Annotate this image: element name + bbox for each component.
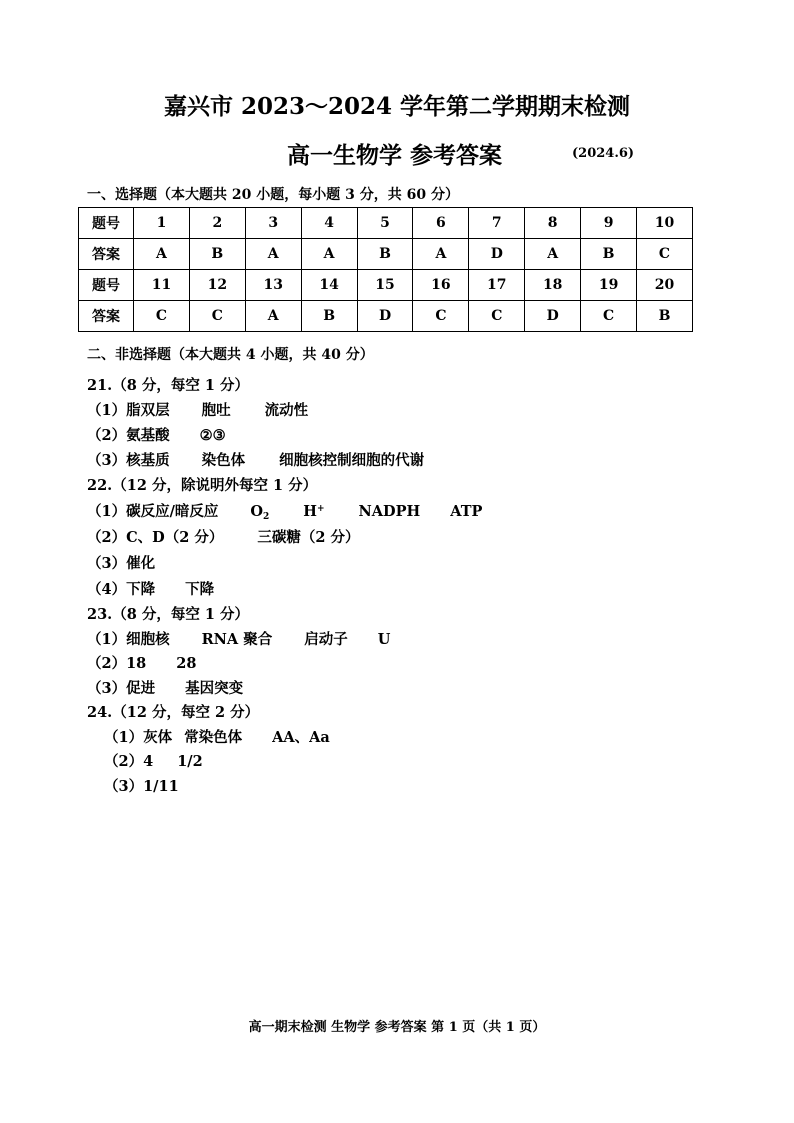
answer-text: 三碳糖（2 分） <box>257 529 360 546</box>
answer-line <box>87 578 214 599</box>
answer-line <box>87 526 359 547</box>
answer-line: （3）1/11 <box>104 778 179 795</box>
row-label: 答案 <box>79 301 134 332</box>
question-23-heading: 23.（8 分，每空 1 分） <box>87 606 250 623</box>
table-cell: 16 <box>413 270 469 301</box>
table-cell: A <box>301 239 357 270</box>
answer-text: （4）下降 <box>87 581 156 598</box>
table-cell: 9 <box>581 208 637 239</box>
table-cell: B <box>637 301 693 332</box>
answer-line <box>87 399 308 420</box>
table-cell: 15 <box>357 270 413 301</box>
answer-line: （3）催化 <box>87 555 156 572</box>
table-cell: 7 <box>469 208 525 239</box>
answer-text: 流动性 <box>264 402 309 419</box>
table-cell: B <box>301 301 357 332</box>
answer-text: 1/2 <box>177 753 203 770</box>
table-cell: 20 <box>637 270 693 301</box>
answer-line <box>87 449 424 470</box>
answer-line <box>87 628 390 649</box>
superscript: + <box>317 504 325 514</box>
table-cell: D <box>469 239 525 270</box>
subscript: 2 <box>263 512 270 522</box>
answer-text: U <box>377 631 391 648</box>
document-title: 嘉兴市 2023～2024 学年第二学期期末检测 <box>163 93 631 120</box>
document-subtitle: 高一生物学 参考答案 <box>287 142 503 169</box>
answer-text: ②③ <box>199 427 226 444</box>
answer-text: 染色体 <box>201 452 246 469</box>
table-cell: B <box>189 239 245 270</box>
table-cell: 12 <box>189 270 245 301</box>
answer-line <box>87 677 243 698</box>
table-cell: 5 <box>357 208 413 239</box>
answer-line <box>104 726 330 747</box>
answer-text: 基因突变 <box>185 680 244 697</box>
answer-text: 28 <box>176 655 197 672</box>
answer-line <box>87 500 482 522</box>
table-cell: A <box>525 239 581 270</box>
table-row <box>79 301 693 332</box>
answer-text: 常染色体 <box>184 729 243 746</box>
answer-text: （2）C、D（2 分） <box>87 529 224 546</box>
table-cell: A <box>245 239 301 270</box>
table-cell: 8 <box>525 208 581 239</box>
answer-text: （1）碳反应/暗反应 <box>87 503 219 520</box>
table-cell: 11 <box>134 270 190 301</box>
table-cell: 14 <box>301 270 357 301</box>
question-22-heading: 22.（12 分，除说明外每空 1 分） <box>87 477 318 494</box>
table-cell: 10 <box>637 208 693 239</box>
table-cell: A <box>413 239 469 270</box>
answer-table <box>78 207 693 332</box>
answer-text: （2）4 <box>104 753 154 770</box>
answer-line <box>104 750 203 771</box>
section1-heading: 一、选择题（本大题共 20 小题，每小题 3 分，共 60 分） <box>87 187 459 203</box>
answer-text: （2）18 <box>87 655 147 672</box>
table-cell: D <box>357 301 413 332</box>
table-cell: B <box>357 239 413 270</box>
table-cell: C <box>413 301 469 332</box>
table-cell: 18 <box>525 270 581 301</box>
answer-text: 胞吐 <box>201 402 231 419</box>
answer-text <box>303 503 324 520</box>
answer-text: H <box>303 503 317 520</box>
table-cell: C <box>134 301 190 332</box>
table-cell: 4 <box>301 208 357 239</box>
answer-text: （3）核基质 <box>87 452 170 469</box>
table-cell: 3 <box>245 208 301 239</box>
table-cell: C <box>637 239 693 270</box>
answer-line <box>87 424 226 445</box>
answer-text: ATP <box>450 503 483 520</box>
table-cell: 1 <box>134 208 190 239</box>
table-cell: 2 <box>189 208 245 239</box>
row-label: 答案 <box>79 239 134 270</box>
table-cell: 6 <box>413 208 469 239</box>
answer-text: NADPH <box>358 503 421 520</box>
answer-text: （2）氨基酸 <box>87 427 170 444</box>
question-21-heading: 21.（8 分，每空 1 分） <box>87 377 250 394</box>
table-row <box>79 239 693 270</box>
table-cell: A <box>134 239 190 270</box>
answer-line <box>87 652 196 673</box>
answer-text: 细胞核控制细胞的代谢 <box>279 452 425 469</box>
answer-text: 启动子 <box>304 631 348 648</box>
table-cell: 13 <box>245 270 301 301</box>
table-cell: 17 <box>469 270 525 301</box>
answer-text: （1）细胞核 <box>87 631 170 648</box>
row-label: 题号 <box>79 270 134 301</box>
table-cell: C <box>189 301 245 332</box>
question-24-heading: 24.（12 分，每空 2 分） <box>87 704 260 721</box>
answer-text <box>250 503 269 520</box>
document-date: (2024.6) <box>572 146 635 161</box>
section2-heading: 二、非选择题（本大题共 4 小题，共 40 分） <box>87 347 374 363</box>
table-cell: D <box>525 301 581 332</box>
table-row <box>79 208 693 239</box>
table-cell: B <box>581 239 637 270</box>
answer-text: AA、Aa <box>272 729 330 746</box>
answer-text: 下降 <box>185 581 215 598</box>
table-cell: C <box>581 301 637 332</box>
table-cell: 19 <box>581 270 637 301</box>
answer-text: （1）脂双层 <box>87 402 170 419</box>
row-label: 题号 <box>79 208 134 239</box>
table-row <box>79 270 693 301</box>
answer-text: O <box>250 503 264 520</box>
page-footer: 高一期末检测 生物学 参考答案 第 1 页（共 1 页） <box>248 1020 546 1035</box>
table-cell: A <box>245 301 301 332</box>
answer-text: （3）促进 <box>87 680 156 697</box>
answer-text: （1）灰体 <box>104 729 173 746</box>
answer-text: RNA 聚合 <box>201 631 273 648</box>
table-cell: C <box>469 301 525 332</box>
